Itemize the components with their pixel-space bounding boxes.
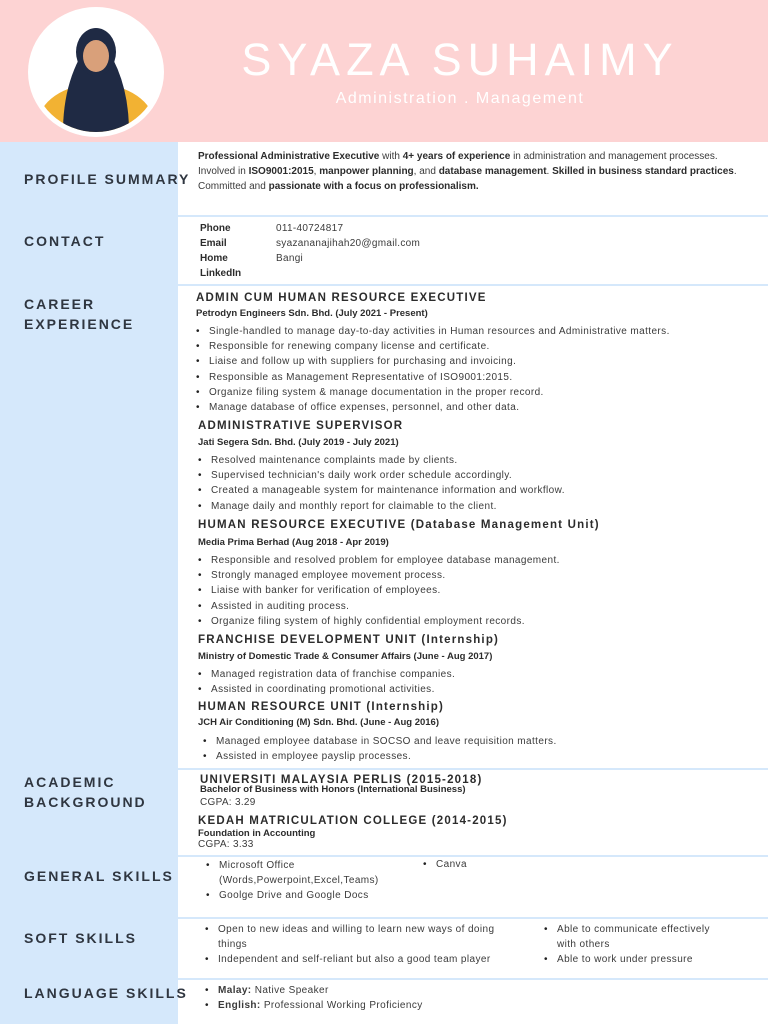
- list-item: • Resolved maintenance complaints made by clients.: [198, 453, 565, 468]
- list-item: • Assisted in employee payslip processes.: [203, 749, 557, 764]
- job-company: Ministry of Domestic Trade & Consumer Affairs (June - Aug 2017): [198, 651, 493, 662]
- section-label-career-line1: CAREER: [24, 296, 96, 312]
- job-title: ADMINISTRATIVE SUPERVISOR: [198, 420, 404, 432]
- section-label-contact: CONTACT: [24, 233, 106, 249]
- list-item: • Microsoft Office: [206, 858, 379, 873]
- list-item: • Managed registration data of franchise companies.: [198, 667, 455, 682]
- degree-grade: CGPA: 3.33: [198, 839, 254, 850]
- contact-email[interactable]: syazananajihah20@gmail.com: [276, 238, 421, 249]
- job-bullets: [198, 453, 565, 514]
- job-title: HUMAN RESOURCE UNIT (Internship): [198, 701, 445, 713]
- list-item: • Manage daily and monthly report for claimable to the client.: [198, 499, 565, 514]
- list-item-continued: (Words,Powerpoint,Excel,Teams): [219, 875, 379, 887]
- list-item: • Canva: [423, 857, 467, 872]
- divider: [178, 215, 768, 217]
- job-title: ADMIN CUM HUMAN RESOURCE EXECUTIVE: [196, 292, 487, 304]
- soft-skills-col2: [544, 922, 710, 968]
- section-label-career: [24, 294, 134, 334]
- section-label-soft-skills: SOFT SKILLS: [24, 930, 137, 946]
- section-label-language-skills: LANGUAGE SKILLS: [24, 985, 188, 1001]
- soft-skills-col1: [205, 922, 494, 968]
- list-item: • Independent and self-reliant but also a good team player: [205, 952, 494, 967]
- job-company: Jati Segera Sdn. Bhd. (July 2019 - July 2021): [198, 437, 399, 448]
- section-label-career-line2: EXPERIENCE: [24, 316, 135, 332]
- list-item: • Assisted in auditing process.: [198, 599, 560, 614]
- list-item: • Liaise with banker for verification of employees.: [198, 583, 560, 598]
- section-label-academic: [24, 772, 147, 812]
- contact-home: Bangi: [276, 253, 304, 264]
- contact-home-label: Home: [200, 253, 228, 264]
- job-bullets: [198, 553, 560, 629]
- contact-linkedin-label[interactable]: LinkedIn: [200, 268, 242, 279]
- list-item: • Able to communicate effectively: [544, 922, 710, 937]
- divider: [178, 855, 768, 857]
- job-company: JCH Air Conditioning (M) Sdn. Bhd. (June - Aug 2016): [198, 717, 440, 728]
- general-skills-col1: [206, 858, 379, 904]
- profile-summary: Professional Administrative Executive with 4+ years of experience in administration and management processes. Involved in ISO9001:2015, manpower planning, and database management. Skilled in business standard practices. Committed and passionate with a focus on professionalism.: [198, 151, 737, 192]
- list-item: • Responsible and resolved problem for employee database management.: [198, 553, 560, 568]
- section-label-profile: PROFILE SUMMARY: [24, 171, 191, 187]
- job-bullets: [203, 734, 557, 764]
- job-bullets: [198, 667, 455, 697]
- sidebar: [0, 142, 178, 1024]
- list-item: • Supervised technician's daily work order schedule accordingly.: [198, 468, 565, 483]
- avatar: [33, 12, 159, 132]
- list-item: • Organize filing system of highly confidential employment records.: [198, 614, 560, 629]
- list-item: • Manage database of office expenses, personnel, and other data.: [196, 400, 670, 415]
- divider: [178, 917, 768, 919]
- candidate-name: SYAZA SUHAIMY: [241, 34, 679, 85]
- divider: [178, 284, 768, 286]
- job-title: HUMAN RESOURCE EXECUTIVE (Database Management Unit): [198, 519, 600, 531]
- degree-grade: CGPA: 3.29: [200, 797, 256, 808]
- language-skills: [205, 983, 423, 1013]
- list-item: • Managed employee database in SOCSO and leave requisition matters.: [203, 734, 557, 749]
- school-name: UNIVERSITI MALAYSIA PERLIS (2015-2018): [200, 774, 483, 786]
- general-skills-col2: [423, 857, 467, 872]
- list-item-continued: with others: [557, 939, 610, 951]
- list-item: • Assisted in coordinating promotional activities.: [198, 682, 455, 697]
- contact-phone-label: Phone: [200, 223, 231, 234]
- list-item: • Responsible as Management Representative of ISO9001:2015.: [196, 370, 670, 385]
- divider: [178, 978, 768, 980]
- contact-phone[interactable]: 011-40724817: [276, 223, 344, 234]
- job-company: Media Prima Berhad (Aug 2018 - Apr 2019): [198, 537, 389, 548]
- list-item: • Goolge Drive and Google Docs: [206, 888, 379, 903]
- section-label-academic-line1: ACADEMIC: [24, 774, 116, 790]
- job-company: Petrodyn Engineers Sdn. Bhd. (July 2021 - Present): [196, 308, 428, 319]
- school-name: KEDAH MATRICULATION COLLEGE (2014-2015): [198, 815, 508, 827]
- list-item: • Liaise and follow up with suppliers for purchasing and invoicing.: [196, 354, 670, 369]
- list-item: • Able to work under pressure: [544, 952, 710, 967]
- list-item-continued: things: [218, 939, 248, 951]
- degree-program: Foundation in Accounting: [198, 828, 316, 839]
- list-item: • Organize filing system & manage documentation in the proper record.: [196, 385, 670, 400]
- candidate-subtitle: Administration . Management: [335, 90, 585, 107]
- job-title: FRANCHISE DEVELOPMENT UNIT (Internship): [198, 634, 500, 646]
- list-item: • English: Professional Working Proficiency: [205, 998, 423, 1013]
- section-label-academic-line2: BACKGROUND: [24, 794, 147, 810]
- list-item: • Open to new ideas and willing to learn new ways of doing: [205, 922, 494, 937]
- list-item: • Single-handled to manage day-to-day activities in Human resources and Administrative matters.: [196, 324, 670, 339]
- section-label-general-skills: GENERAL SKILLS: [24, 868, 174, 884]
- list-item: • Strongly managed employee movement process.: [198, 568, 560, 583]
- contact-email-label: Email: [200, 238, 227, 249]
- degree-program: Bachelor of Business with Honors (International Business): [200, 784, 466, 795]
- list-item: • Malay: Native Speaker: [205, 983, 423, 998]
- list-item: • Created a manageable system for maintenance information and workflow.: [198, 483, 565, 498]
- list-item: • Responsible for renewing company license and certificate.: [196, 339, 670, 354]
- job-bullets: [196, 324, 670, 415]
- divider: [178, 768, 768, 770]
